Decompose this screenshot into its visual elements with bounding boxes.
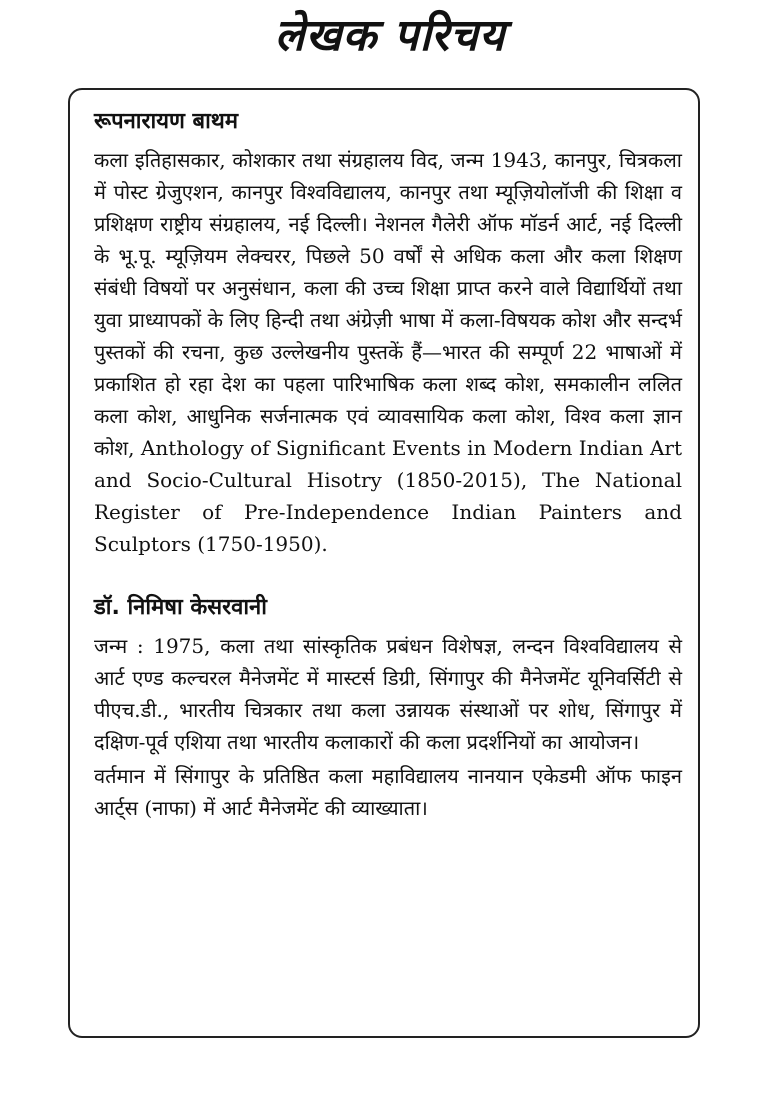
author-entry-rupnarayan-batham (94, 102, 682, 560)
author-bio-box (68, 88, 700, 1038)
author-current-position-text: वर्तमान में सिंगापुर के प्रतिष्ठित कला महाविद्यालय नानयान एकेडमी ऑफ फाइन आर्ट्स (नाफा) में आर्ट मैनेजमेंट की व्याख्याता। (94, 764, 682, 820)
author-entry-nimisha-kesarwani (94, 588, 682, 824)
author-name: रूपनारायण बाथम (94, 109, 238, 134)
author-name: डॉ. निमिषा केसरवानी (94, 595, 267, 620)
author-bio-text: कला इतिहासकार, कोशकार तथा संग्रहालय विद, जन्म 1943, कानपुर, चित्रकला में पोस्ट ग्रेजुएशन, कानपुर विश्वविद्यालय, कानपुर तथा म्यूज़ियोलॉजी की शिक्षा व प्रशिक्षण राष्ट्रीय संग्रहालय, नई दिल्ली। नेशनल गैलेरी ऑफ मॉडर्न आर्ट, नई दिल्ली के भू.पू. म्यूज़ियम लेक्चरर, पिछले 50 वर्षों से अधिक कला और कला शिक्षण संबंधी विषयों पर अनुसंधान, कला की उच्च शिक्षा प्राप्त करने वाले विद्यार्थियों तथा युवा प्राध्यापकों के लिए हिन्दी तथा अंग्रेज़ी भाषा में कला-विषयक कोश और सन्दर्भ पुस्तकों की रचना, कुछ उल्लेखनीय पुस्तकें हैं—भारत की सम्पूर्ण 22 भाषाओं में प्रकाशित हो रहा देश का पहला पारिभाषिक कला शब्द कोश, समकालीन ललित कला कोश, आधुनिक सर्जनात्मक एवं व्यावसायिक कला कोश, विश्व कला ज्ञान कोश, Anthology of Significant Events in Modern Indian Art and Socio-Cultural Hisotry (1850-2015), The National Register of Pre-Independence Indian Painters and Sculptors (1750-1950). (94, 148, 682, 556)
page-title: लेखक परिचय (274, 10, 506, 61)
author-bio-text: जन्म : 1975, कला तथा सांस्कृतिक प्रबंधन विशेषज्ञ, लन्दन विश्वविद्यालय से आर्ट एण्ड कल्चरल मैनेजमेंट में मास्टर्स डिग्री, सिंगापुर की मैनेजमेंट यूनिवर्सिटी से पीएच.डी., भारतीय चित्रकार तथा कला उन्नायक संस्थाओं पर शोध, सिंगापुर में दक्षिण-पूर्व एशिया तथा भारतीय कलाकारों की कला प्रदर्शनियों का आयोजन। (94, 634, 682, 754)
